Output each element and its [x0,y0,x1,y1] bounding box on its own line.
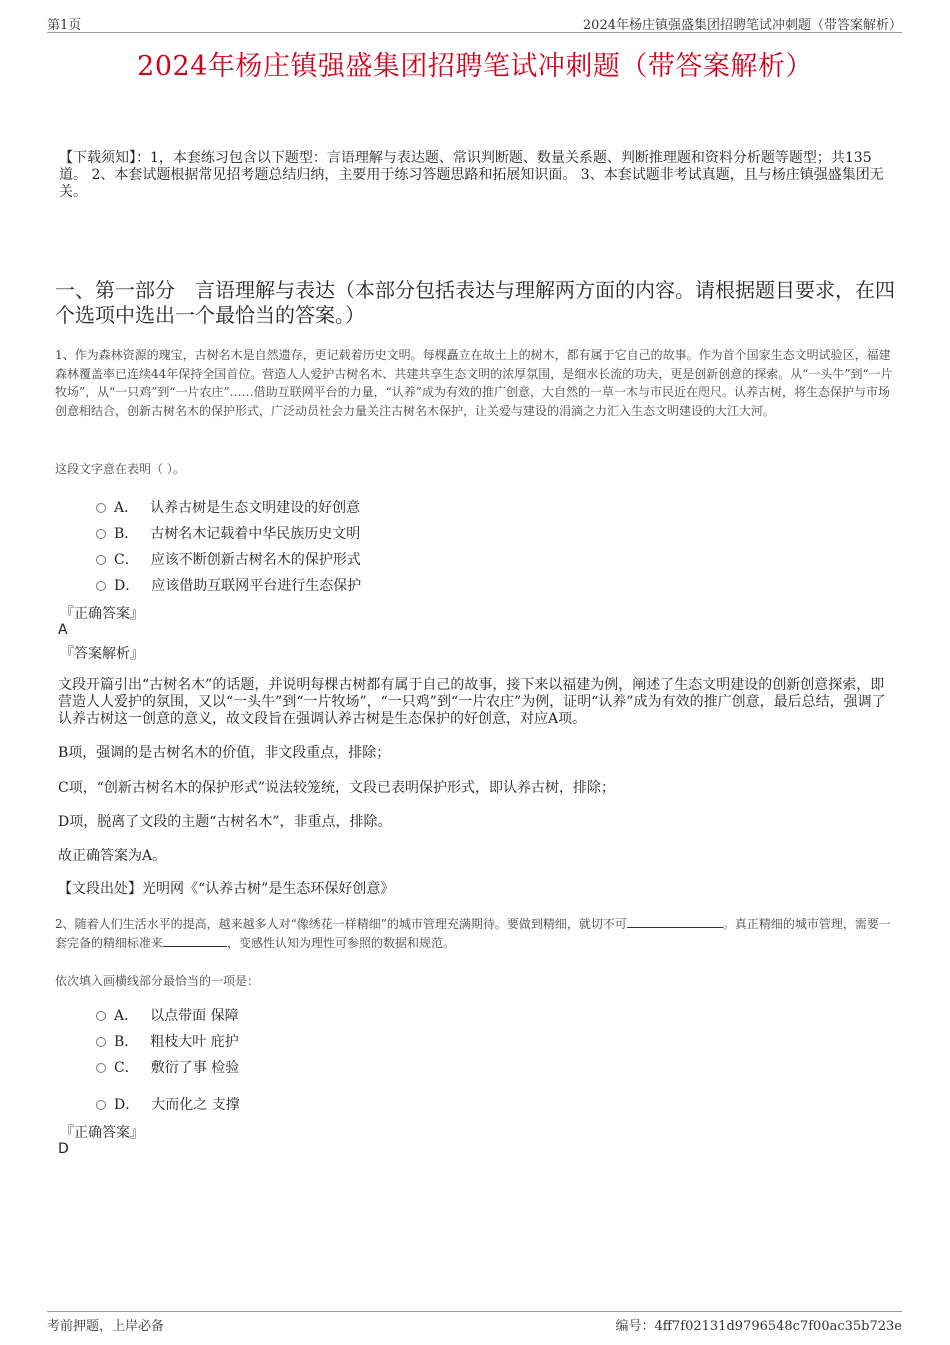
question-2-option-d[interactable]: D． 大而化之 支撑 [96,1094,240,1114]
question-1-analysis-label: 『答案解析』 [60,646,144,662]
page-header [47,14,902,33]
radio-icon[interactable] [96,1037,106,1047]
page-title: 2024年杨庄镇强盛集团招聘笔试冲刺题（带答案解析） [137,51,813,82]
radio-icon[interactable] [96,1011,106,1021]
question-2-option-c[interactable]: C． 敷衍了事 检验 [96,1057,239,1077]
section-title: 一、第一部分 言语理解与表达（本部分包括表达与理解两方面的内容。请根据题目要求，在四个选项中选出一个最恰当的答案。） [55,278,895,327]
question-2-text: 2、随着人们生活水平的提高，越来越多人对“像绣花一样精细”的城市管理充满期待。要做到精细，就切不可 。真正精细的城市管理，需要一套完备的精细标准来 ，变感性认知为理性可参照的数据和规范。 [55,917,891,950]
fill-blank [627,915,723,928]
question-1-prompt: 这段文字意在表明（ ）。 [55,462,185,476]
footer-slogan: 考前押题，上岸必备 [47,1319,165,1334]
radio-icon[interactable] [96,1063,106,1073]
analysis-paragraph: D项，脱离了文段的主题“古树名木”，非重点，排除。 [58,814,392,830]
analysis-source: 【文段出处】光明网《“认养古树”是生态环保好创意》 [58,881,395,897]
question-2-option-b[interactable]: B． 粗枝大叶 庇护 [96,1031,239,1051]
question-1-answer-label: 『正确答案』 [60,606,144,622]
question-1-text: 1、作为森林资源的瑰宝，古树名木是自然遗存，更记载着历史文明。每棵矗立在故土上的树木，都有属于它自己的故事。作为首个国家生态文明试验区，福建森林覆盖率已连续44年保持全国首位。营造人人爱护古树名木、共建共享生态文明的浓厚氛围，是细水长流的功夫，更是创新创意的探索。从“一头牛”到“一片牧场”，从“一只鸡”到“一片农庄”……借助互联网平台的力量，“认养”成为有效的推广创意，大自然的一草一木与市民近在咫尺。认养古树，将生态保护与市场创意相结合，创新古树名木的保护形式，广泛动员社会力量关注古树名木保护，让关爱与建设的涓滴之力汇入生态文明建设的大江大河。 [55,348,893,418]
analysis-paragraph: C项，“创新古树名木的保护形式”说法较笼统，文段已表明保护形式，即认养古树，排除； [58,780,616,796]
footer-doc-id: 编号：4ff7f02131d9796548c7f00ac35b723e [615,1319,902,1334]
question-1-option-b[interactable]: B． 古树名木记载着中华民族历史文明 [96,523,360,543]
radio-icon[interactable] [96,1100,106,1110]
question-2-answer: D [58,1141,69,1157]
question-2-answer-label: 『正确答案』 [60,1125,144,1141]
download-notice: 【下载须知】：1，本套练习包含以下题型：言语理解与表达题、常识判断题、数量关系题、判断推理题和资料分析题等题型；共135道。 2、本套试题根据常见招考题总结归纳，主要用于练习答题思路和拓展知识面。 3、本套试题非考试真题，且与杨庄镇强盛集团无关。 [59,150,884,200]
page-footer [47,1311,902,1332]
radio-icon[interactable] [96,555,106,565]
fill-blank [163,934,227,947]
page-number: 第1页 [47,18,82,33]
question-1-option-c[interactable]: C． 应该不断创新古树名木的保护形式 [96,549,361,569]
question-2-prompt: 依次填入画横线部分最恰当的一项是： [55,974,260,988]
radio-icon[interactable] [96,529,106,539]
radio-icon[interactable] [96,503,106,513]
analysis-paragraph: 故正确答案为A。 [58,848,167,864]
question-2-option-a[interactable]: A． 以点带面 保障 [96,1005,239,1025]
header-doc-title: 2024年杨庄镇强盛集团招聘笔试冲刺题（带答案解析） [582,18,902,33]
question-1-answer: A [58,622,68,638]
analysis-paragraph: 文段开篇引出“古树名木”的话题，并说明每棵古树都有属于自己的故事，接下来以福建为例，阐述了生态文明建设的创新创意探索，即营造人人爱护的氛围，又以“一头牛”到“一片牧场”，“一只鸡”到“一片农庄”为例，证明“认养”成为有效的推广创意，最后总结，强调了认养古树这一创意的意义，故文段旨在强调认养古树是生态保护的好创意，对应A项。 [58,677,886,727]
analysis-paragraph: B项，强调的是古树名木的价值，非文段重点，排除； [58,745,391,761]
radio-icon[interactable] [96,581,106,591]
question-1-option-d[interactable]: D． 应该借助互联网平台进行生态保护 [96,575,361,595]
question-1-option-a[interactable]: A． 认养古树是生态文明建设的好创意 [96,497,360,517]
